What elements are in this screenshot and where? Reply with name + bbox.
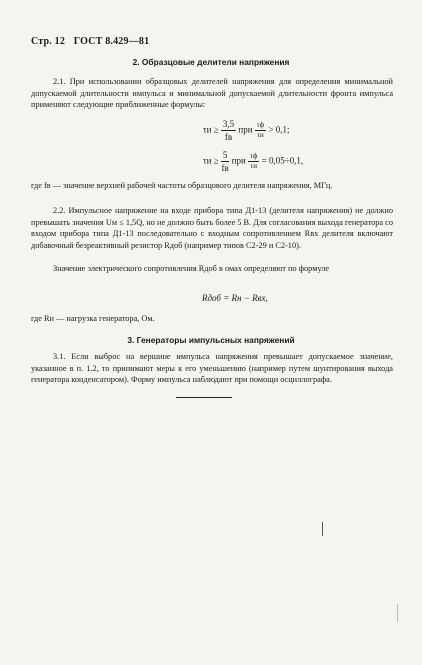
formula-3: Rдоб = Rн − Rвх, bbox=[202, 293, 268, 303]
formula-2-lhs: τи ≥ bbox=[203, 155, 219, 166]
page-header bbox=[31, 36, 149, 47]
page-number: Стр. 12 bbox=[31, 36, 66, 47]
scan-mark-edge bbox=[397, 604, 398, 622]
formula-1-condition-numerator: τф bbox=[256, 121, 265, 129]
formula-2-condition-numerator: τф bbox=[250, 152, 258, 160]
formula-2-condition-fraction bbox=[248, 152, 259, 171]
scan-mark bbox=[322, 522, 323, 536]
where-fb-definition: где fв — значение верхней рабочей частоты образцового делителя напряжения, МГц. bbox=[31, 181, 333, 190]
paragraph-2-2: 2.2. Импульсное напряжение на входе прибора типа Д1-13 (делителя напряжения) не должно превышать значения Uм ≤ 1,5Q, но не должно быть более 5 В. Для согласования выхода генератора со входом прибора типа Д1-13 последовательно с входным сопротивлением Rвх делителя включают добавочный безреактивный резистор Rдоб (например типов С2-29 и С2-10). bbox=[31, 206, 393, 250]
formula-1-condition-fraction bbox=[255, 121, 266, 140]
paragraph-rdob-intro: Значение электрического сопротивления Rдоб в омах определяют по формуле bbox=[53, 264, 330, 273]
formula-1-fraction bbox=[221, 118, 236, 143]
formula-1-denominator: fв bbox=[224, 132, 233, 142]
where-rn-definition: где Rн — нагрузка генератора, Ом. bbox=[31, 314, 155, 323]
formula-2-numerator: 5 bbox=[222, 150, 228, 160]
section-2-title: 2. Образцовые делители напряжения bbox=[132, 57, 290, 67]
standard-code: ГОСТ 8.429—81 bbox=[73, 36, 150, 47]
formula-2-rhs: = 0,05÷0,1, bbox=[261, 155, 304, 166]
formula-2 bbox=[203, 149, 303, 174]
paragraph-3-1: 3.1. Если выброс на вершине импульса напряжения превышает допускаемое значение, указанное в п. 1.2, то принимают меры к его уменьшению (например путем шунтирования выхода генератора конденсатором). Форму импульса наблюдают при помощи осциллографа. bbox=[31, 352, 393, 385]
paragraph-2-1: 2.1. При использовании образцовых делителей напряжения для определения минимальной допускаемой длительности импульса и минимальной допускаемой длительности фронта импульса применяют следующие приближенные формулы: bbox=[31, 77, 393, 110]
formula-1-condition-word: при bbox=[238, 124, 253, 135]
formula-1 bbox=[203, 118, 289, 143]
formula-2-condition-denominator: τи bbox=[250, 162, 257, 170]
formula-2-condition-word: при bbox=[231, 155, 246, 166]
formula-1-lhs: τи ≥ bbox=[203, 124, 219, 135]
formula-1-numerator: 3,5 bbox=[222, 119, 235, 129]
formula-2-denominator: fв bbox=[221, 163, 229, 173]
formula-2-fraction bbox=[221, 149, 230, 174]
formula-1-rhs: > 0,1; bbox=[268, 124, 290, 135]
end-rule bbox=[176, 397, 232, 398]
formula-1-condition-denominator: τи bbox=[257, 131, 264, 139]
section-3-title: 3. Генераторы импульсных напряжений bbox=[127, 335, 295, 345]
